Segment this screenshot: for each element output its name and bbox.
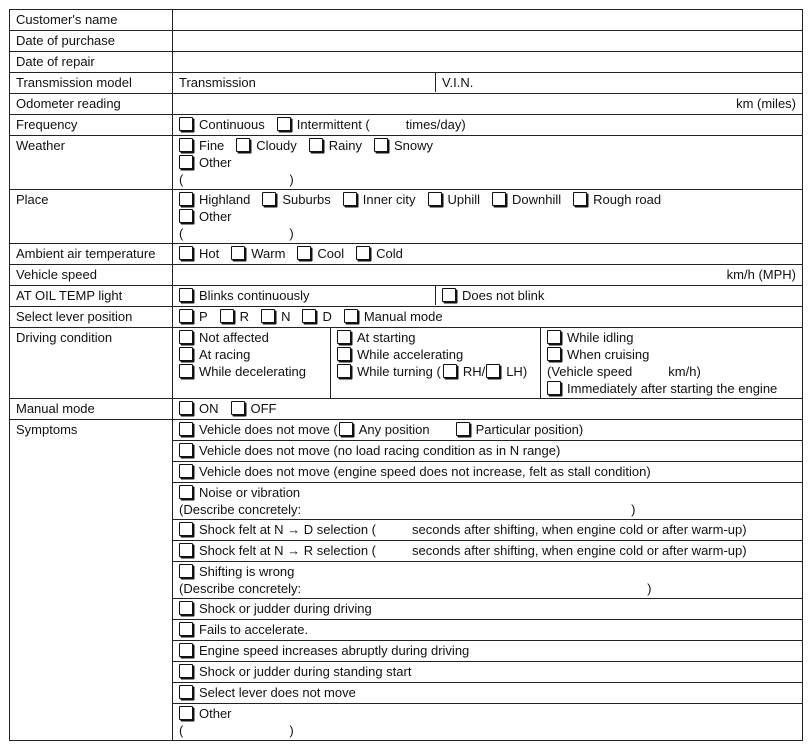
inner-city-label: Inner city (362, 192, 416, 207)
shock-nr-checkbox[interactable] (179, 543, 193, 557)
transmission-label: Transmission (179, 75, 256, 90)
customer-name-label: Customer's name (10, 10, 173, 31)
lever-no-move-label: Select lever does not move (199, 685, 356, 700)
paren-close: ) (289, 172, 294, 187)
while-accelerating-checkbox[interactable] (337, 347, 351, 361)
r-checkbox[interactable] (220, 309, 234, 323)
cloudy-label: Cloudy (256, 138, 297, 153)
weather-label: Weather (10, 136, 173, 190)
engine-abrupt-label: Engine speed increases abruptly during driving (199, 643, 470, 658)
list-item (173, 541, 802, 562)
rainy-checkbox[interactable] (309, 138, 323, 152)
d-checkbox[interactable] (302, 309, 316, 323)
on-label: ON (199, 401, 219, 416)
vin-field[interactable] (435, 73, 802, 92)
while-turning-checkbox[interactable] (337, 364, 351, 378)
cold-label: Cold (376, 246, 403, 261)
at-racing-checkbox[interactable] (179, 347, 193, 361)
downhill-label: Downhill (512, 192, 562, 207)
manual-mode-options (173, 399, 803, 420)
paren-open: ( (179, 226, 184, 241)
no-move-a-label: Vehicle does not move ( (199, 422, 338, 437)
no-move-b-label: Vehicle does not move (no load racing condition as in N range) (199, 443, 561, 458)
at-racing-label: At racing (199, 347, 251, 362)
rough-road-checkbox[interactable] (573, 192, 587, 206)
continuous-label: Continuous (199, 117, 265, 132)
place-options (173, 190, 803, 244)
vin-label: V.I.N. (442, 75, 474, 90)
noise-describe-field[interactable] (179, 501, 796, 518)
fails-accelerate-checkbox[interactable] (179, 622, 193, 636)
customer-name-field[interactable] (173, 10, 803, 31)
highland-checkbox[interactable] (179, 192, 193, 206)
manual-mode-option-label: Manual mode (363, 309, 443, 324)
speed-unit: km/h (MPH) (726, 267, 796, 282)
vehicle-speed-field[interactable] (173, 265, 803, 286)
odometer-unit: km (miles) (736, 96, 796, 111)
paren-close: ) (631, 502, 636, 517)
list-item (173, 704, 802, 740)
no-blink-label: Does not blink (462, 288, 545, 303)
while-decelerating-checkbox[interactable] (179, 364, 193, 378)
p-label: P (199, 309, 208, 324)
cool-label: Cool (317, 246, 345, 261)
rough-road-label: Rough road (593, 192, 662, 207)
select-lever-label: Select lever position (10, 307, 173, 328)
symptom-other-field[interactable] (179, 722, 796, 739)
while-turning-label: While turning ( (357, 364, 441, 379)
paren-open: ( (179, 723, 184, 738)
when-cruising-checkbox[interactable] (547, 347, 561, 361)
list-item (173, 562, 802, 599)
highland-label: Highland (199, 192, 251, 207)
shifting-wrong-checkbox[interactable] (179, 564, 193, 578)
lever-no-move-checkbox[interactable] (179, 685, 193, 699)
judder-start-label: Shock or judder during standing start (199, 664, 412, 679)
frequency-label: Frequency (10, 115, 173, 136)
transmission-model-cell (173, 73, 803, 94)
date-repair-label: Date of repair (10, 52, 173, 73)
judder-driving-checkbox[interactable] (179, 601, 193, 615)
warm-label: Warm (251, 246, 286, 261)
particular-position-checkbox[interactable] (456, 422, 470, 436)
paren-close: ) (289, 723, 294, 738)
driving-condition-options (173, 328, 803, 399)
shifting-wrong-label: Shifting is wrong (199, 564, 295, 579)
vehicle-speed-paren-label: (Vehicle speed (547, 364, 633, 379)
weather-other-label: Other (199, 155, 232, 170)
date-purchase-field[interactable] (173, 31, 803, 52)
warm-checkbox[interactable] (231, 246, 245, 260)
fine-checkbox[interactable] (179, 138, 193, 152)
paren-close: ) (647, 581, 652, 596)
list-item (173, 641, 802, 662)
immediately-checkbox[interactable] (547, 381, 561, 395)
driving-condition-label: Driving condition (10, 328, 173, 399)
at-starting-checkbox[interactable] (337, 330, 351, 344)
list-item (173, 599, 802, 620)
lh-checkbox[interactable] (486, 364, 500, 378)
continuous-checkbox[interactable] (179, 117, 193, 131)
immediately-label: Immediately after starting the engine (567, 381, 778, 396)
paren-close: ) (289, 226, 294, 241)
list-item (173, 520, 802, 541)
shock-nr-label: Shock felt at N → R selection ( (199, 543, 377, 558)
uphill-label: Uphill (447, 192, 481, 207)
describe-label: (Describe concretely: (179, 502, 302, 517)
suburbs-label: Suburbs (282, 192, 331, 207)
oil-temp-label: AT OIL TEMP light (10, 286, 173, 307)
cold-checkbox[interactable] (356, 246, 370, 260)
uphill-checkbox[interactable] (428, 192, 442, 206)
while-idling-checkbox[interactable] (547, 330, 561, 344)
blinks-label: Blinks continuously (199, 288, 310, 303)
transmission-field[interactable] (173, 73, 435, 92)
list-item (173, 662, 802, 683)
weather-options (173, 136, 803, 190)
list-item (173, 420, 802, 441)
symptoms-list (173, 420, 803, 741)
while-decelerating-label: While decelerating (199, 364, 306, 379)
no-move-b-checkbox[interactable] (179, 443, 193, 457)
not-affected-checkbox[interactable] (179, 330, 193, 344)
transmission-model-label: Transmission model (10, 73, 173, 94)
n-checkbox[interactable] (261, 309, 275, 323)
cool-checkbox[interactable] (297, 246, 311, 260)
noise-checkbox[interactable] (179, 485, 193, 499)
p-checkbox[interactable] (179, 309, 193, 323)
off-label: OFF (250, 401, 277, 416)
odometer-label: Odometer reading (10, 94, 173, 115)
vehicle-speed-label: Vehicle speed (10, 265, 173, 286)
snowy-label: Snowy (394, 138, 434, 153)
judder-start-checkbox[interactable] (179, 664, 193, 678)
any-position-label: Any position (358, 422, 430, 437)
while-idling-label: While idling (567, 330, 634, 345)
ambient-options (173, 244, 803, 265)
seconds-label: seconds after shifting, when engine cold or after warm-up) (412, 522, 747, 537)
inner-city-checkbox[interactable] (343, 192, 357, 206)
list-item (173, 483, 802, 520)
kmh-label: km/h) (668, 364, 701, 379)
list-item (173, 683, 802, 704)
fine-label: Fine (199, 138, 225, 153)
inspection-form (9, 9, 803, 741)
odometer-field[interactable] (173, 94, 803, 115)
hot-label: Hot (199, 246, 220, 261)
no-move-c-checkbox[interactable] (179, 464, 193, 478)
engine-abrupt-checkbox[interactable] (179, 643, 193, 657)
place-other-checkbox[interactable] (179, 209, 193, 223)
judder-driving-label: Shock or judder during driving (199, 601, 372, 616)
not-affected-label: Not affected (199, 330, 269, 345)
fails-accelerate-label: Fails to accelerate. (199, 622, 309, 637)
times-per-day-label: times/day) (405, 117, 466, 132)
intermittent-label: Intermittent ( (296, 117, 370, 132)
shifting-describe-field[interactable] (179, 580, 796, 597)
seconds-label: seconds after shifting, when engine cold or after warm-up) (412, 543, 747, 558)
rh-label: RH/ (462, 364, 486, 379)
suburbs-checkbox[interactable] (262, 192, 276, 206)
snowy-checkbox[interactable] (374, 138, 388, 152)
any-position-checkbox[interactable] (339, 422, 353, 436)
describe-label: (Describe concretely: (179, 581, 302, 596)
list-item (173, 441, 802, 462)
d-label: D (322, 309, 332, 324)
lh-label: LH) (506, 364, 528, 379)
on-checkbox[interactable] (179, 401, 193, 415)
list-item (173, 620, 802, 641)
date-repair-field[interactable] (173, 52, 803, 73)
paren-open: ( (179, 172, 184, 187)
hot-checkbox[interactable] (179, 246, 193, 260)
manual-mode-label: Manual mode (10, 399, 173, 420)
place-other-label: Other (199, 209, 232, 224)
weather-other-checkbox[interactable] (179, 155, 193, 169)
oil-temp-options (173, 286, 803, 307)
place-other-field[interactable] (179, 225, 796, 242)
downhill-checkbox[interactable] (492, 192, 506, 206)
no-blink-checkbox[interactable] (442, 288, 456, 302)
no-move-c-label: Vehicle does not move (engine speed does not increase, felt as stall condition) (199, 464, 651, 479)
rh-checkbox[interactable] (443, 364, 457, 378)
intermittent-checkbox[interactable] (277, 117, 291, 131)
frequency-options (173, 115, 803, 136)
symptom-other-label: Other (199, 706, 232, 721)
r-label: R (239, 309, 250, 324)
rainy-label: Rainy (328, 138, 363, 153)
no-move-a-checkbox[interactable] (179, 422, 193, 436)
ambient-label: Ambient air temperature (10, 244, 173, 265)
symptoms-label: Symptoms (10, 420, 173, 741)
select-lever-options (173, 307, 803, 328)
place-label: Place (10, 190, 173, 244)
shock-nd-checkbox[interactable] (179, 522, 193, 536)
at-starting-label: At starting (357, 330, 416, 345)
n-label: N (281, 309, 291, 324)
when-cruising-label: When cruising (567, 347, 650, 362)
blinks-checkbox[interactable] (179, 288, 193, 302)
cruising-speed-field[interactable] (547, 363, 796, 380)
weather-other-field[interactable] (179, 171, 796, 188)
date-purchase-label: Date of purchase (10, 31, 173, 52)
while-accelerating-label: While accelerating (357, 347, 464, 362)
particular-position-label: Particular position) (475, 422, 584, 437)
off-checkbox[interactable] (231, 401, 245, 415)
noise-label: Noise or vibration (199, 485, 301, 500)
list-item (173, 462, 802, 483)
symptom-other-checkbox[interactable] (179, 706, 193, 720)
shock-nd-label: Shock felt at N → D selection ( (199, 522, 377, 537)
cloudy-checkbox[interactable] (236, 138, 250, 152)
manual-mode-checkbox[interactable] (344, 309, 358, 323)
